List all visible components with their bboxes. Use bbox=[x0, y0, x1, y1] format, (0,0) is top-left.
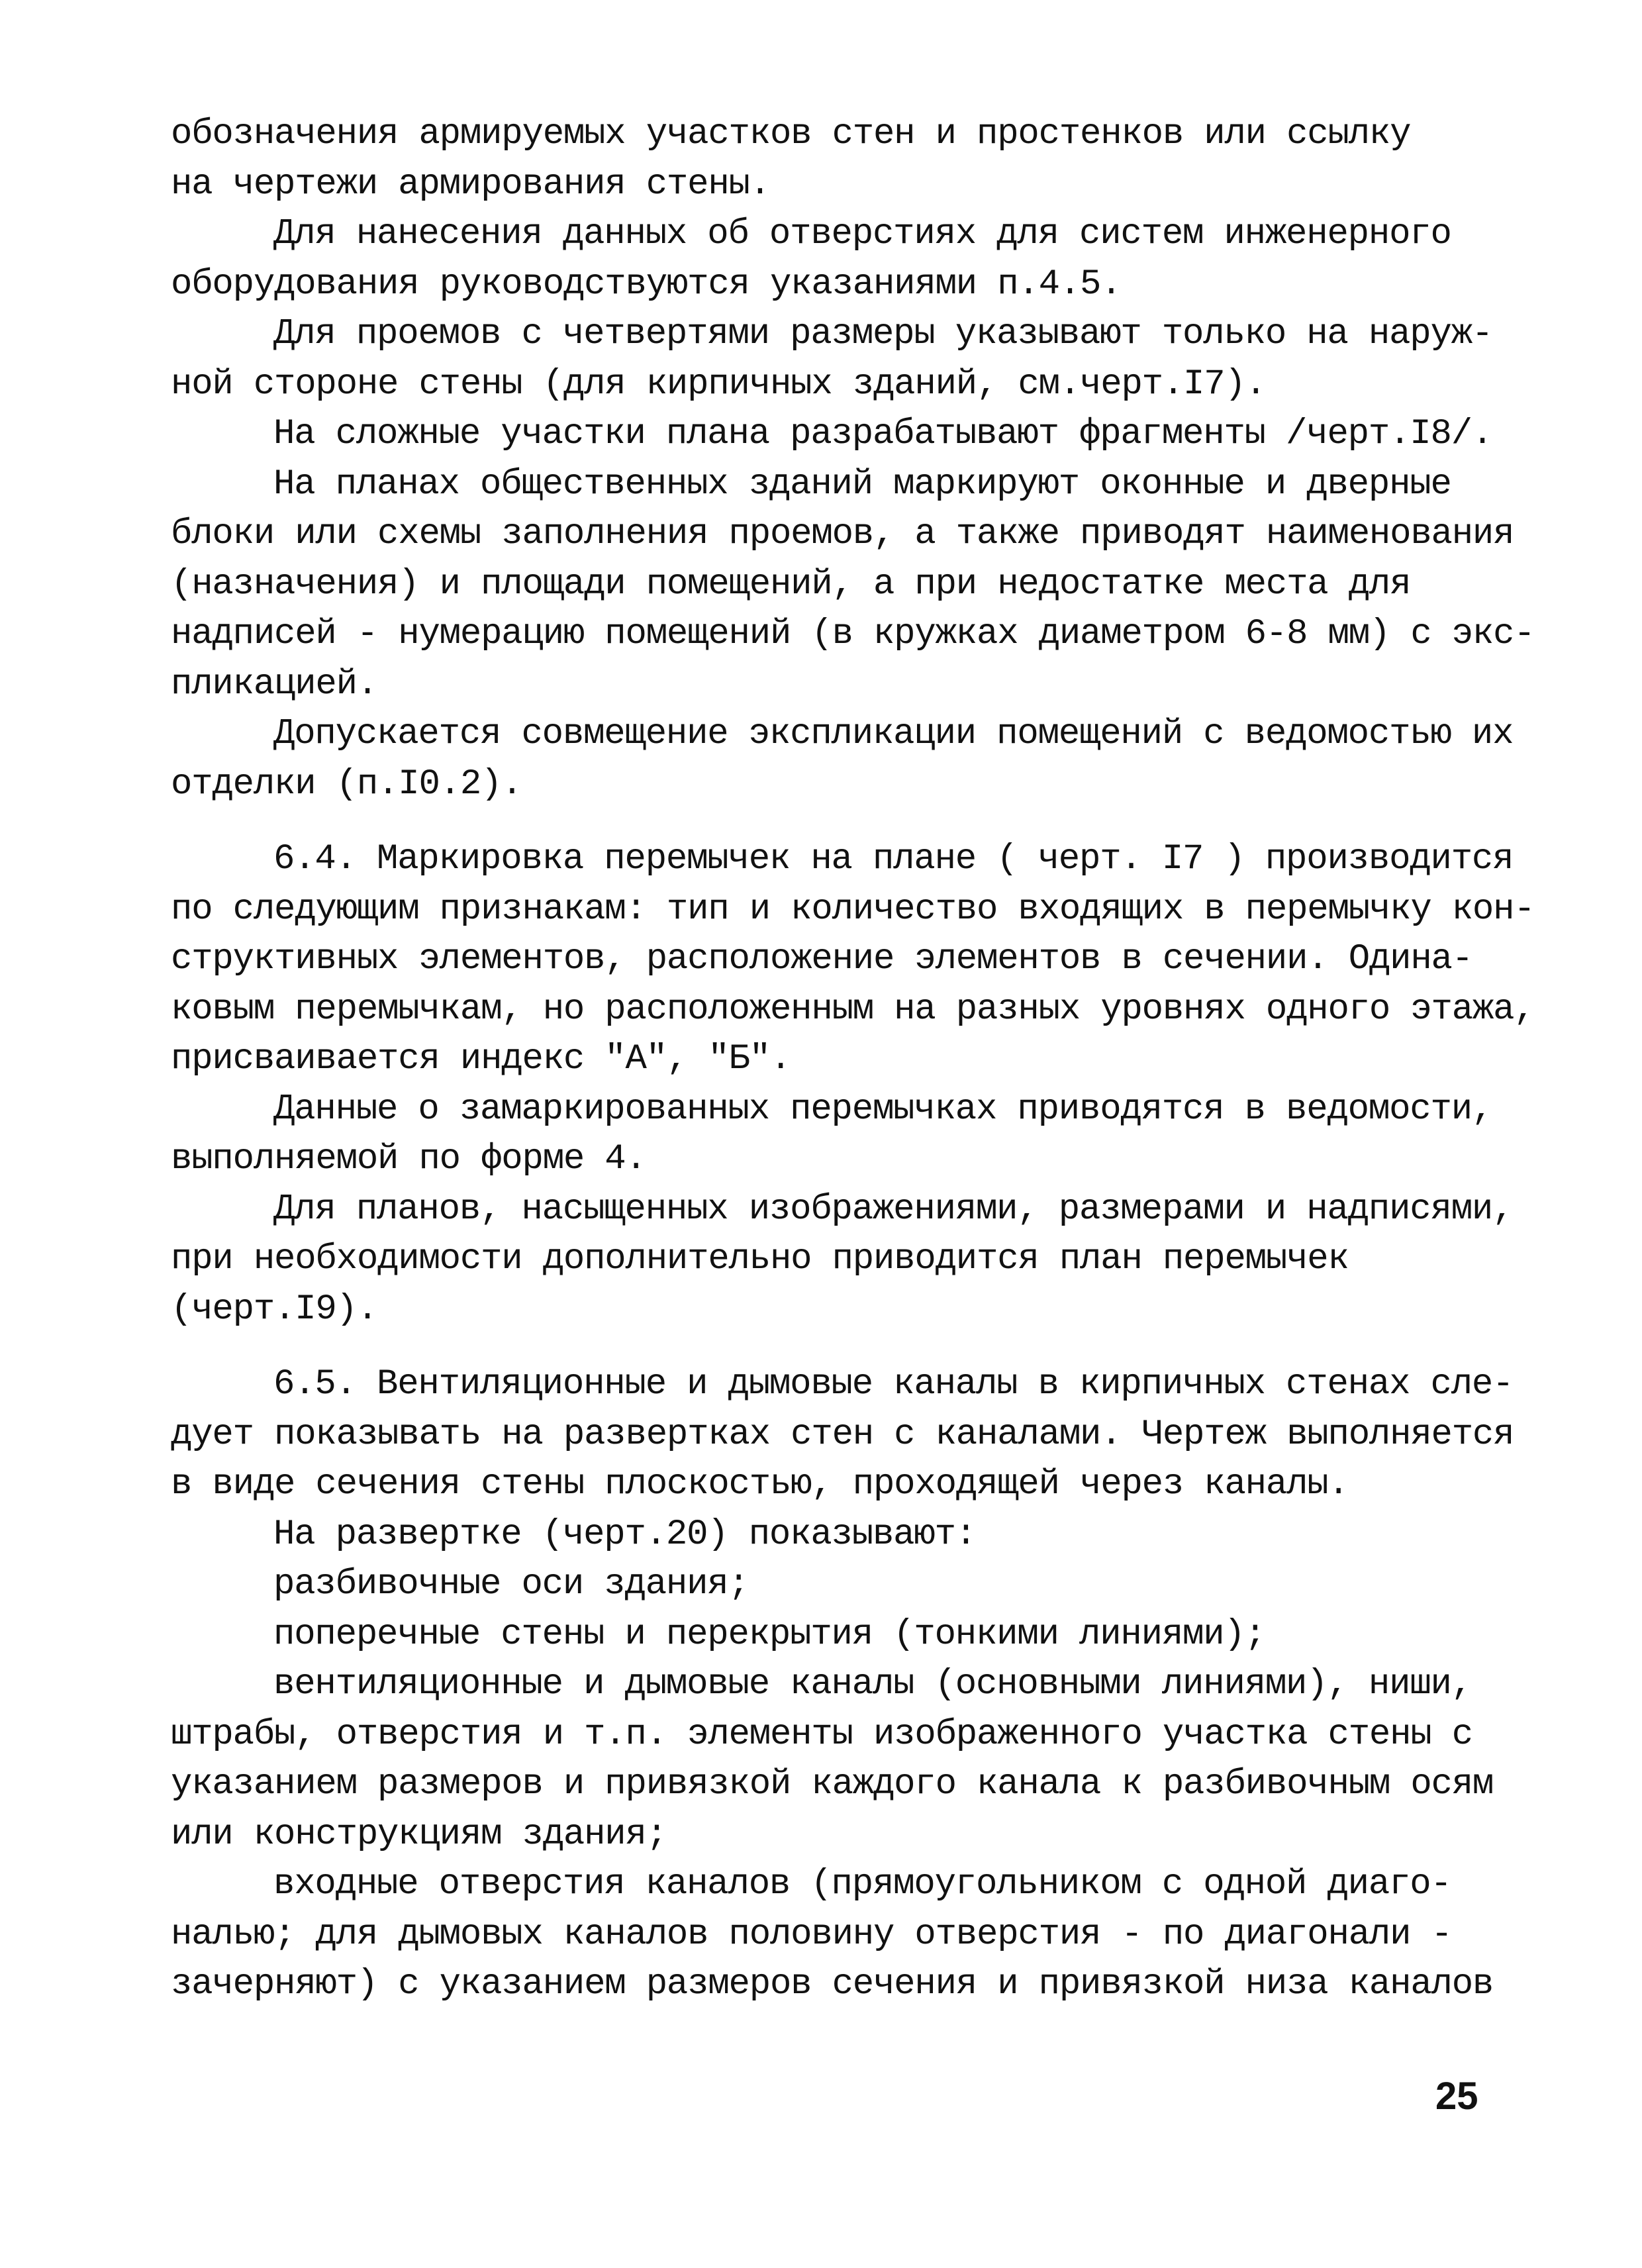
text-line: входные отверстия каналов (прямоугольником с одной диаго- bbox=[273, 1864, 1451, 1904]
text-line: штрабы, отверстия и т.п. элементы изображенного участка стены с bbox=[171, 1714, 1473, 1755]
text-line: вентиляционные и дымовые каналы (основными линиями), ниши, bbox=[273, 1664, 1472, 1704]
text-line: 6.4. Маркировка перемычек на плане ( черт. I7 ) производится bbox=[273, 839, 1514, 879]
paragraph-gap bbox=[171, 1334, 1495, 1359]
text-line: На планах общественных зданий маркируют оконные и дверные bbox=[273, 464, 1451, 505]
text-line: выполняемой по форме 4. bbox=[171, 1139, 646, 1179]
text-line: Для планов, насыщенных изображениями, размерами и надписями, bbox=[273, 1189, 1514, 1230]
text-line: Для проемов с четвертями размеры указывают только на наруж- bbox=[273, 314, 1493, 354]
paragraph-gap bbox=[171, 809, 1495, 834]
text-line: ной стороне стены (для кирпичных зданий, см.черт.I7). bbox=[171, 364, 1266, 405]
text-line: в виде сечения стены плоскостью, проходящей через каналы. bbox=[171, 1464, 1349, 1504]
text-line: На сложные участки плана разрабатывают фрагменты /черт.I8/. bbox=[273, 414, 1493, 454]
text-line: Данные о замаркированных перемычках приводятся в ведомости, bbox=[273, 1089, 1493, 1130]
text-line: обозначения армируемых участков стен и простенков или ссылку bbox=[171, 114, 1411, 154]
text-line: Для нанесения данных об отверстиях для систем инженерного bbox=[273, 214, 1451, 254]
text-line: или конструкциям здания; bbox=[171, 1814, 667, 1855]
text-line: поперечные стены и перекрытия (тонкими линиями); bbox=[273, 1614, 1265, 1655]
text-line: ковым перемычкам, но расположенным на разных уровнях одного этажа, bbox=[171, 989, 1535, 1030]
text-line: (назначения) и площади помещений, а при недостатке места для bbox=[171, 564, 1411, 605]
text-line: присваивается индекс "А", "Б". bbox=[171, 1039, 791, 1079]
text-line: отделки (п.I0.2). bbox=[171, 764, 522, 805]
text-line: оборудования руководствуются указаниями п.4.5. bbox=[171, 264, 1122, 305]
document-page bbox=[171, 109, 1535, 2010]
text-line: по следующим признакам: тип и количество входящих в перемычку кон- bbox=[171, 889, 1535, 930]
text-line: на чертежи армирования стены. bbox=[171, 164, 770, 205]
text-line: разбивочные оси здания; bbox=[273, 1564, 749, 1604]
text-line: блоки или схемы заполнения проемов, а также приводят наименования bbox=[171, 514, 1514, 554]
text-line: при необходимости дополнительно приводится план перемычек bbox=[171, 1239, 1349, 1279]
text-line: налью; для дымовых каналов половину отверстия - по диагонали - bbox=[171, 1914, 1452, 1955]
text-line: На развертке (черт.20) показывают: bbox=[273, 1514, 976, 1555]
page-number: 25 bbox=[1435, 2075, 1478, 2118]
text-line: пликацией. bbox=[171, 664, 378, 705]
text-line: (черт.I9). bbox=[171, 1289, 378, 1330]
text-line: 6.5. Вентиляционные и дымовые каналы в кирпичных стенах сле- bbox=[273, 1364, 1514, 1405]
text-line: Допускается совмещение экспликации помещений с ведомостью их bbox=[273, 714, 1514, 754]
text-line: надписей - нумерацию помещений (в кружках диаметром 6-8 мм) с экс- bbox=[171, 614, 1535, 654]
text-line: зачерняют) с указанием размеров сечения и привязкой низа каналов bbox=[171, 1964, 1494, 2004]
text-line: дует показывать на развертках стен с каналами. Чертеж выполняется bbox=[171, 1414, 1514, 1455]
text-line: указанием размеров и привязкой каждого канала к разбивочным осям bbox=[171, 1764, 1494, 1804]
text-line: структивных элементов, расположение элементов в сечении. Одина- bbox=[171, 939, 1473, 979]
